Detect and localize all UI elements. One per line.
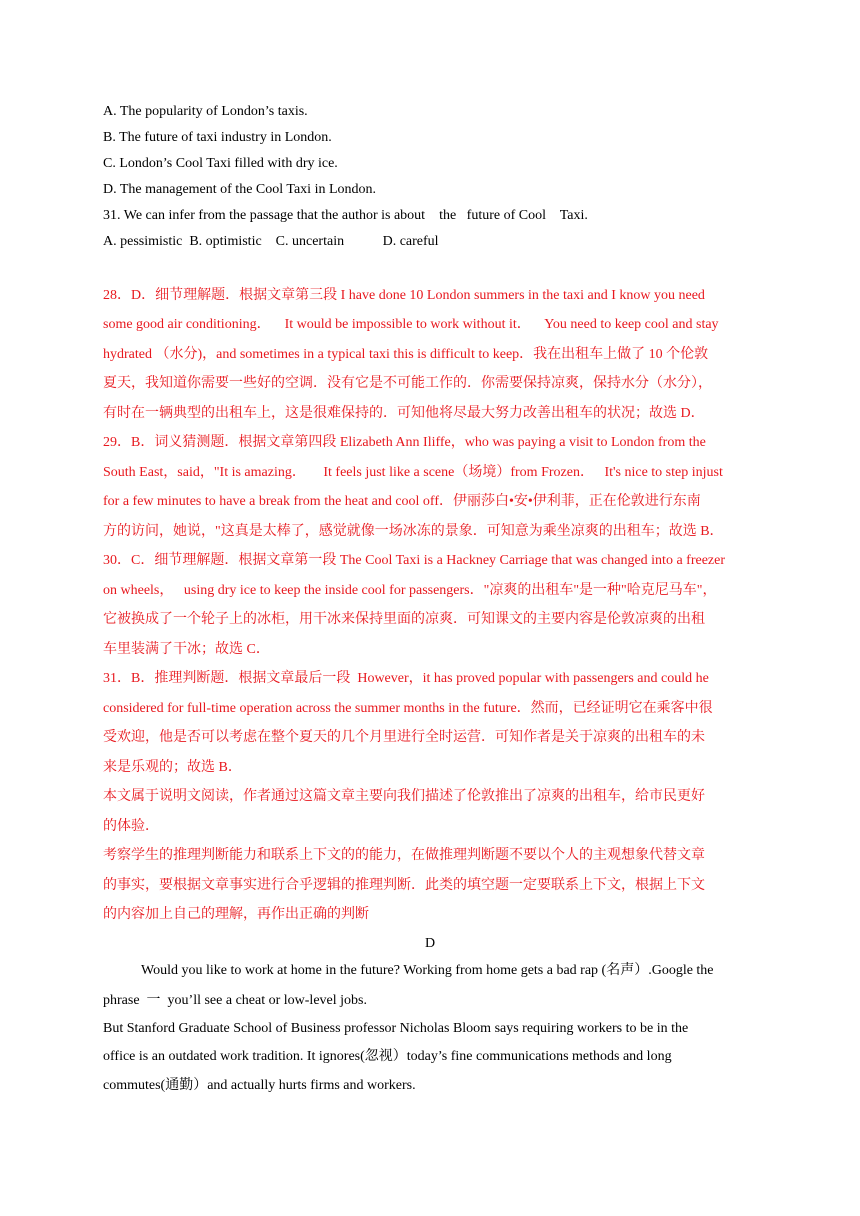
question-31-options: A. pessimistic B. optimistic C. uncertain D. careful: [103, 234, 439, 249]
answer-line: 来是乐观的；故选 B．: [103, 760, 242, 775]
answer-line: considered for full-time operation across the summer months in the future．然而，已经证明它在乘客中很: [103, 701, 713, 716]
answer-line: some good air conditioning． It would be impossible to work without it． You need to keep cool and stay: [103, 317, 719, 332]
answer-line: 受欢迎，他是否可以考虑在整个夏天的几个月里进行全时运营．可知作者是关于凉爽的出租车的未: [103, 730, 705, 745]
answer-line: 30．C．细节理解题．根据文章第一段 The Cool Taxi is a Hackney Carriage that was changed into a freezer: [103, 553, 725, 568]
answer-line: 的内容加上自己的理解，再作出正确的判断: [103, 907, 369, 922]
passage-line: But Stanford Graduate School of Business professor Nicholas Bloom says requiring workers to be in the: [103, 1021, 689, 1036]
answer-line: 的体验．: [103, 819, 159, 834]
answer-line: 的事实，要根据文章事实进行合乎逻辑的推理判断．此类的填空题一定要联系上下文，根据上下文: [103, 878, 705, 893]
option-c: C. London’s Cool Taxi filled with dry ice.: [103, 156, 338, 171]
answer-line: 车里装满了干冰；故选 C．: [103, 642, 270, 657]
section-heading: D: [424, 936, 436, 951]
option-b: B. The future of taxi industry in London.: [103, 130, 332, 145]
answer-line: 它被换成了一个轮子上的冰柜，用干冰来保持里面的凉爽．可知课文的主要内容是伦敦凉爽的出租: [103, 612, 705, 627]
answer-line: 夏天，我知道你需要一些好的空调．没有它是不可能工作的．你需要保持凉爽，保持水分（水分），: [103, 376, 712, 391]
passage-line: phrase 一 you’ll see a cheat or low-level jobs.: [103, 993, 367, 1008]
answer-line: for a few minutes to have a break from the heat and cool off．伊丽莎白•安•伊利菲，正在伦敦进行东南: [103, 494, 701, 509]
answer-line: 28．D．细节理解题．根据文章第三段 I have done 10 London summers in the taxi and I know you need: [103, 288, 705, 303]
question-31-stem: 31. We can infer from the passage that the author is about the future of Cool Taxi.: [103, 208, 588, 223]
answer-line: 29．B．词义猜测题．根据文章第四段 Elizabeth Ann Iliffe，who was paying a visit to London from the: [103, 435, 706, 450]
answer-line: 有时在一辆典型的出租车上，这是很难保持的．可知他将尽最大努力改善出租车的状况；故选 D．: [103, 406, 705, 421]
option-d: D. The management of the Cool Taxi in London.: [103, 182, 377, 197]
answer-line: 方的访问，她说，"这真是太棒了，感觉就像一场冰冻的景象．可知意为乘坐凉爽的出租车；故选 B．: [103, 524, 724, 539]
answer-line: 考察学生的推理判断能力和联系上下文的的能力，在做推理判断题不要以个人的主观想象代替文章: [103, 848, 705, 863]
passage-line: office is an outdated work tradition. It ignores(忽视）today’s fine communications methods and long: [103, 1049, 672, 1064]
answer-line: hydrated （水分)，and sometimes in a typical taxi this is difficult to keep．我在出租车上做了 10 个伦敦: [103, 347, 709, 362]
answer-line: on wheels， using dry ice to keep the inside cool for passengers．"凉爽的出租车"是一种"哈克尼马车"，: [103, 583, 717, 598]
passage-line: Would you like to work at home in the future? Working from home gets a bad rap (名声）.Google the: [141, 963, 714, 978]
option-a: A. The popularity of London’s taxis.: [103, 104, 308, 119]
passage-line: commutes(通勤）and actually hurts firms and workers.: [103, 1078, 416, 1093]
answer-line: 31．B．推理判断题．根据文章最后一段 However，it has proved popular with passengers and could he: [103, 671, 709, 686]
answer-line: 本文属于说明文阅读，作者通过这篇文章主要向我们描述了伦敦推出了凉爽的出租车，给市民更好: [103, 789, 705, 804]
answer-line: South East，said，"It is amazing． It feels just like a scene（场境）from Frozen． It's nice to step injust: [103, 465, 723, 480]
